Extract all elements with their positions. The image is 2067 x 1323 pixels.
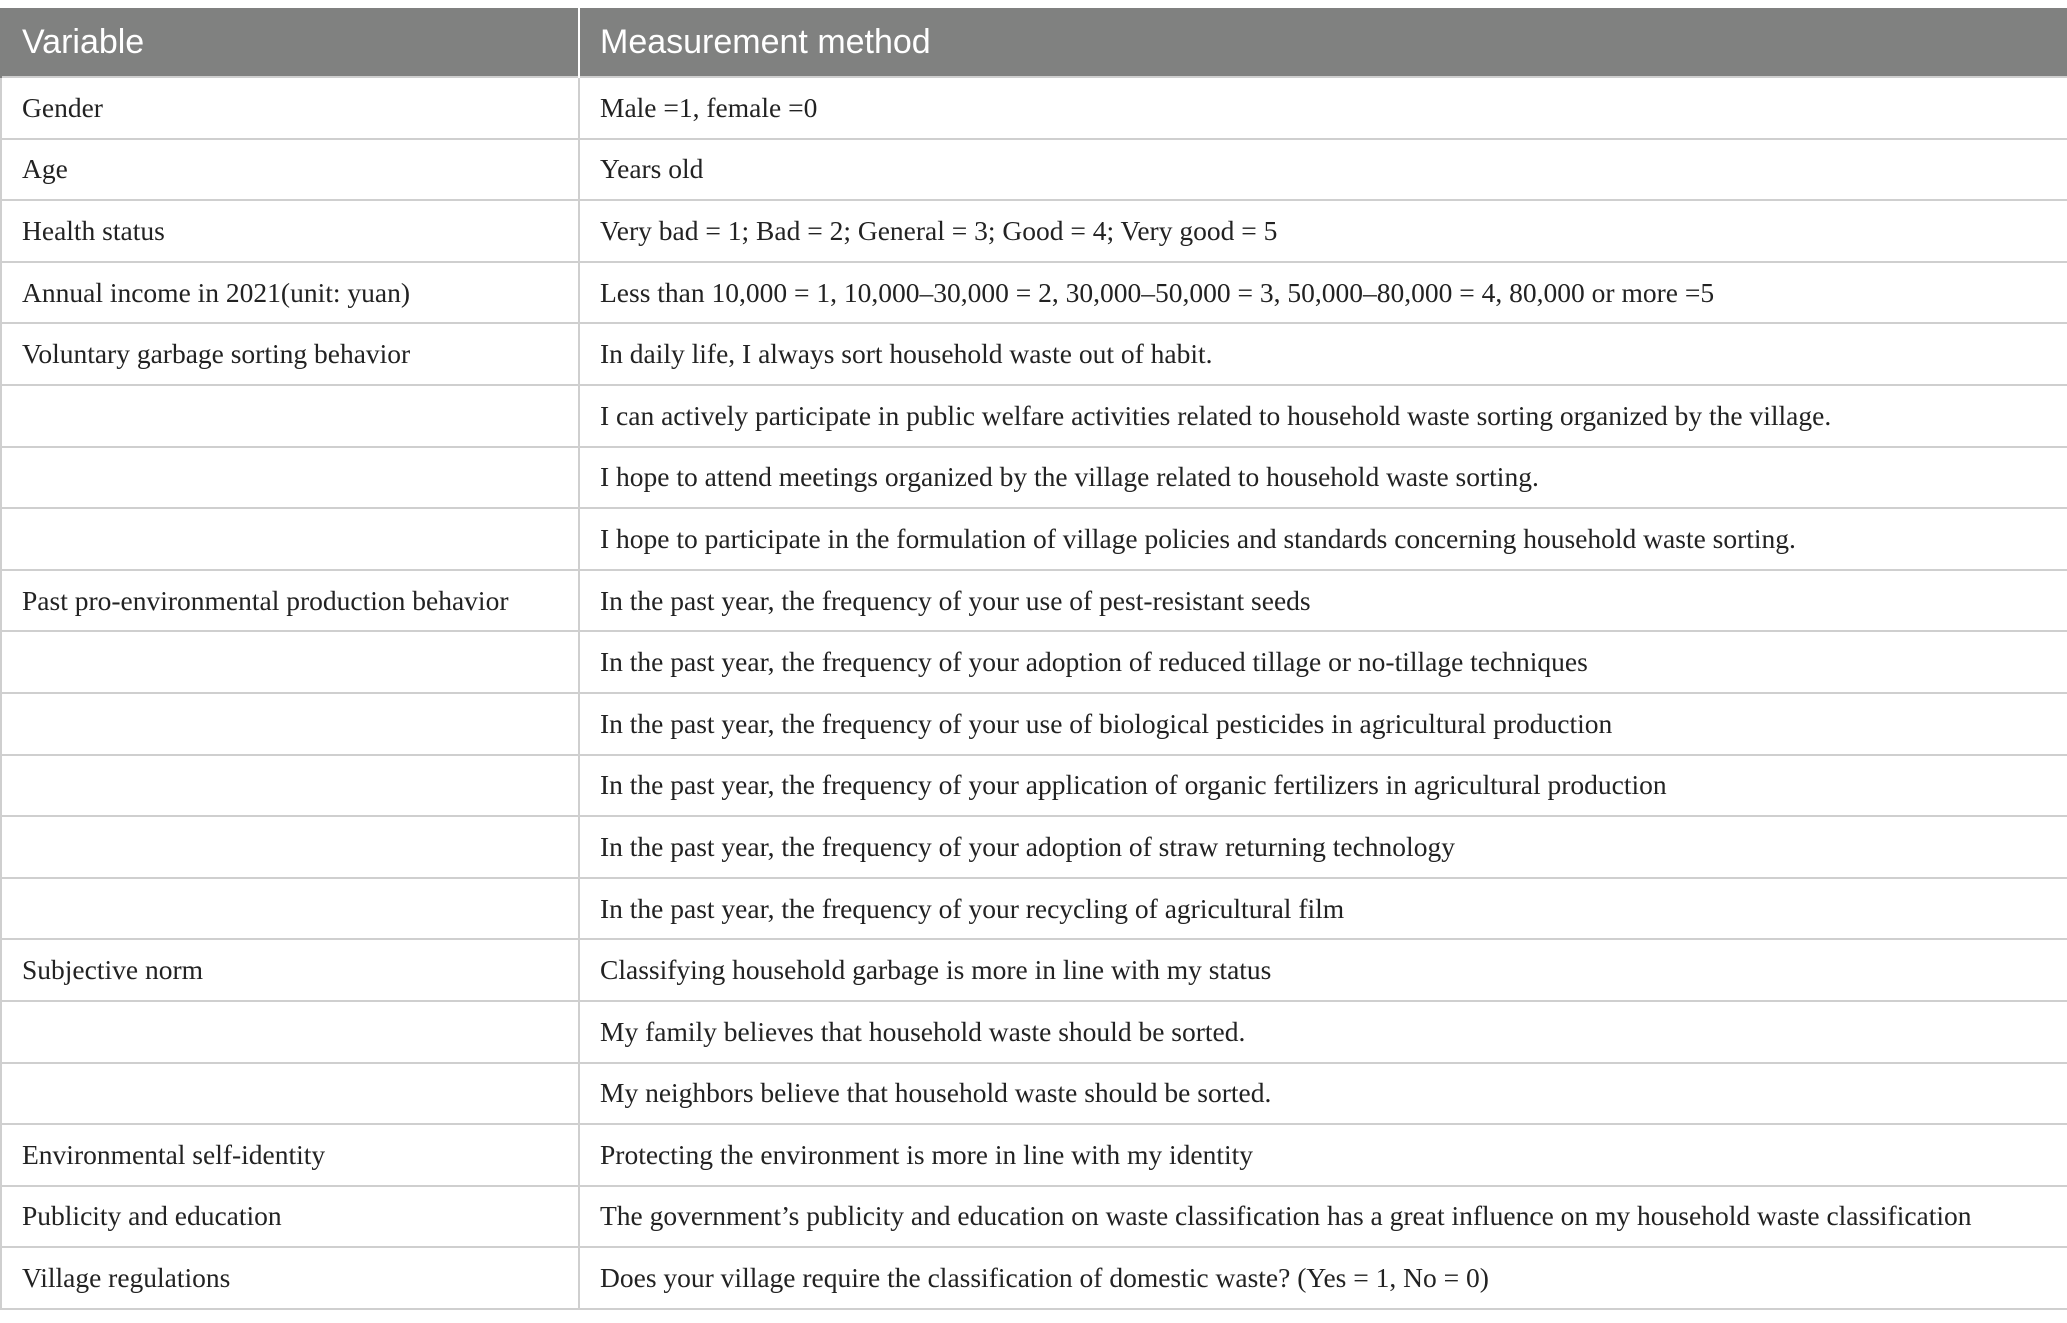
measurement-method-cell: Years old [579, 139, 2067, 201]
measurement-method-cell: Protecting the environment is more in line with my identity [579, 1124, 2067, 1186]
table-row [1, 262, 2067, 324]
table-row [1, 200, 2067, 262]
column-header-variable: Variable [1, 8, 579, 77]
measurement-method-cell: I hope to participate in the formulation of village policies and standards concerning household waste sorting. [579, 508, 2067, 570]
measurement-method-cell: My neighbors believe that household waste should be sorted. [579, 1063, 2067, 1125]
table-header [1, 8, 2067, 77]
table-body [1, 77, 2067, 1309]
variable-cell: Age [1, 139, 579, 201]
column-header-measurement-method: Measurement method [579, 8, 2067, 77]
variable-cell: Health status [1, 200, 579, 262]
table-row [1, 755, 2067, 817]
measurement-method-cell: In the past year, the frequency of your use of pest-resistant seeds [579, 570, 2067, 632]
measurement-method-cell: In daily life, I always sort household waste out of habit. [579, 323, 2067, 385]
table-row [1, 1186, 2067, 1248]
variable-cell [1, 1001, 579, 1063]
measurement-method-cell: I hope to attend meetings organized by the village related to household waste sorting. [579, 447, 2067, 509]
table-row [1, 1001, 2067, 1063]
measurement-method-cell: Male =1, female =0 [579, 77, 2067, 139]
measurement-method-cell: In the past year, the frequency of your use of biological pesticides in agricultural production [579, 693, 2067, 755]
table-row [1, 570, 2067, 632]
table-row [1, 693, 2067, 755]
variable-cell: Gender [1, 77, 579, 139]
variable-cell [1, 816, 579, 878]
variable-cell [1, 1063, 579, 1125]
table-row [1, 447, 2067, 509]
table-row [1, 1247, 2067, 1309]
table-row [1, 816, 2067, 878]
variable-cell: Village regulations [1, 1247, 579, 1309]
variable-cell [1, 385, 579, 447]
table-row [1, 508, 2067, 570]
measurement-method-cell: Does your village require the classification of domestic waste? (Yes = 1, No = 0) [579, 1247, 2067, 1309]
table-row [1, 631, 2067, 693]
variable-cell [1, 693, 579, 755]
variable-cell: Publicity and education [1, 1186, 579, 1248]
table-row [1, 1063, 2067, 1125]
table-row [1, 139, 2067, 201]
measurement-method-cell: I can actively participate in public welfare activities related to household waste sorting organized by the village. [579, 385, 2067, 447]
variable-cell [1, 755, 579, 817]
variable-cell: Environmental self-identity [1, 1124, 579, 1186]
measurement-method-cell: Classifying household garbage is more in line with my status [579, 939, 2067, 1001]
variable-cell [1, 447, 579, 509]
measurement-table [0, 8, 2067, 1310]
measurement-method-cell: The government’s publicity and education on waste classification has a great influence on my household waste classification [579, 1186, 2067, 1248]
variable-cell: Subjective norm [1, 939, 579, 1001]
measurement-method-cell: My family believes that household waste should be sorted. [579, 1001, 2067, 1063]
table-row [1, 77, 2067, 139]
table-row [1, 1124, 2067, 1186]
variable-cell: Voluntary garbage sorting behavior [1, 323, 579, 385]
measurement-method-cell: In the past year, the frequency of your adoption of straw returning technology [579, 816, 2067, 878]
variable-cell [1, 878, 579, 940]
variable-cell: Past pro-environmental production behavior [1, 570, 579, 632]
measurement-method-cell: In the past year, the frequency of your adoption of reduced tillage or no-tillage techniques [579, 631, 2067, 693]
measurement-table-container [0, 8, 2067, 1310]
measurement-method-cell: Less than 10,000 = 1, 10,000–30,000 = 2, 30,000–50,000 = 3, 50,000–80,000 = 4, 80,000 or more =5 [579, 262, 2067, 324]
table-row [1, 878, 2067, 940]
measurement-method-cell: Very bad = 1; Bad = 2; General = 3; Good = 4; Very good = 5 [579, 200, 2067, 262]
header-row [1, 8, 2067, 77]
table-row [1, 385, 2067, 447]
measurement-method-cell: In the past year, the frequency of your application of organic fertilizers in agricultural production [579, 755, 2067, 817]
table-row [1, 323, 2067, 385]
variable-cell [1, 631, 579, 693]
measurement-method-cell: In the past year, the frequency of your recycling of agricultural film [579, 878, 2067, 940]
variable-cell [1, 508, 579, 570]
table-row [1, 939, 2067, 1001]
variable-cell: Annual income in 2021(unit: yuan) [1, 262, 579, 324]
